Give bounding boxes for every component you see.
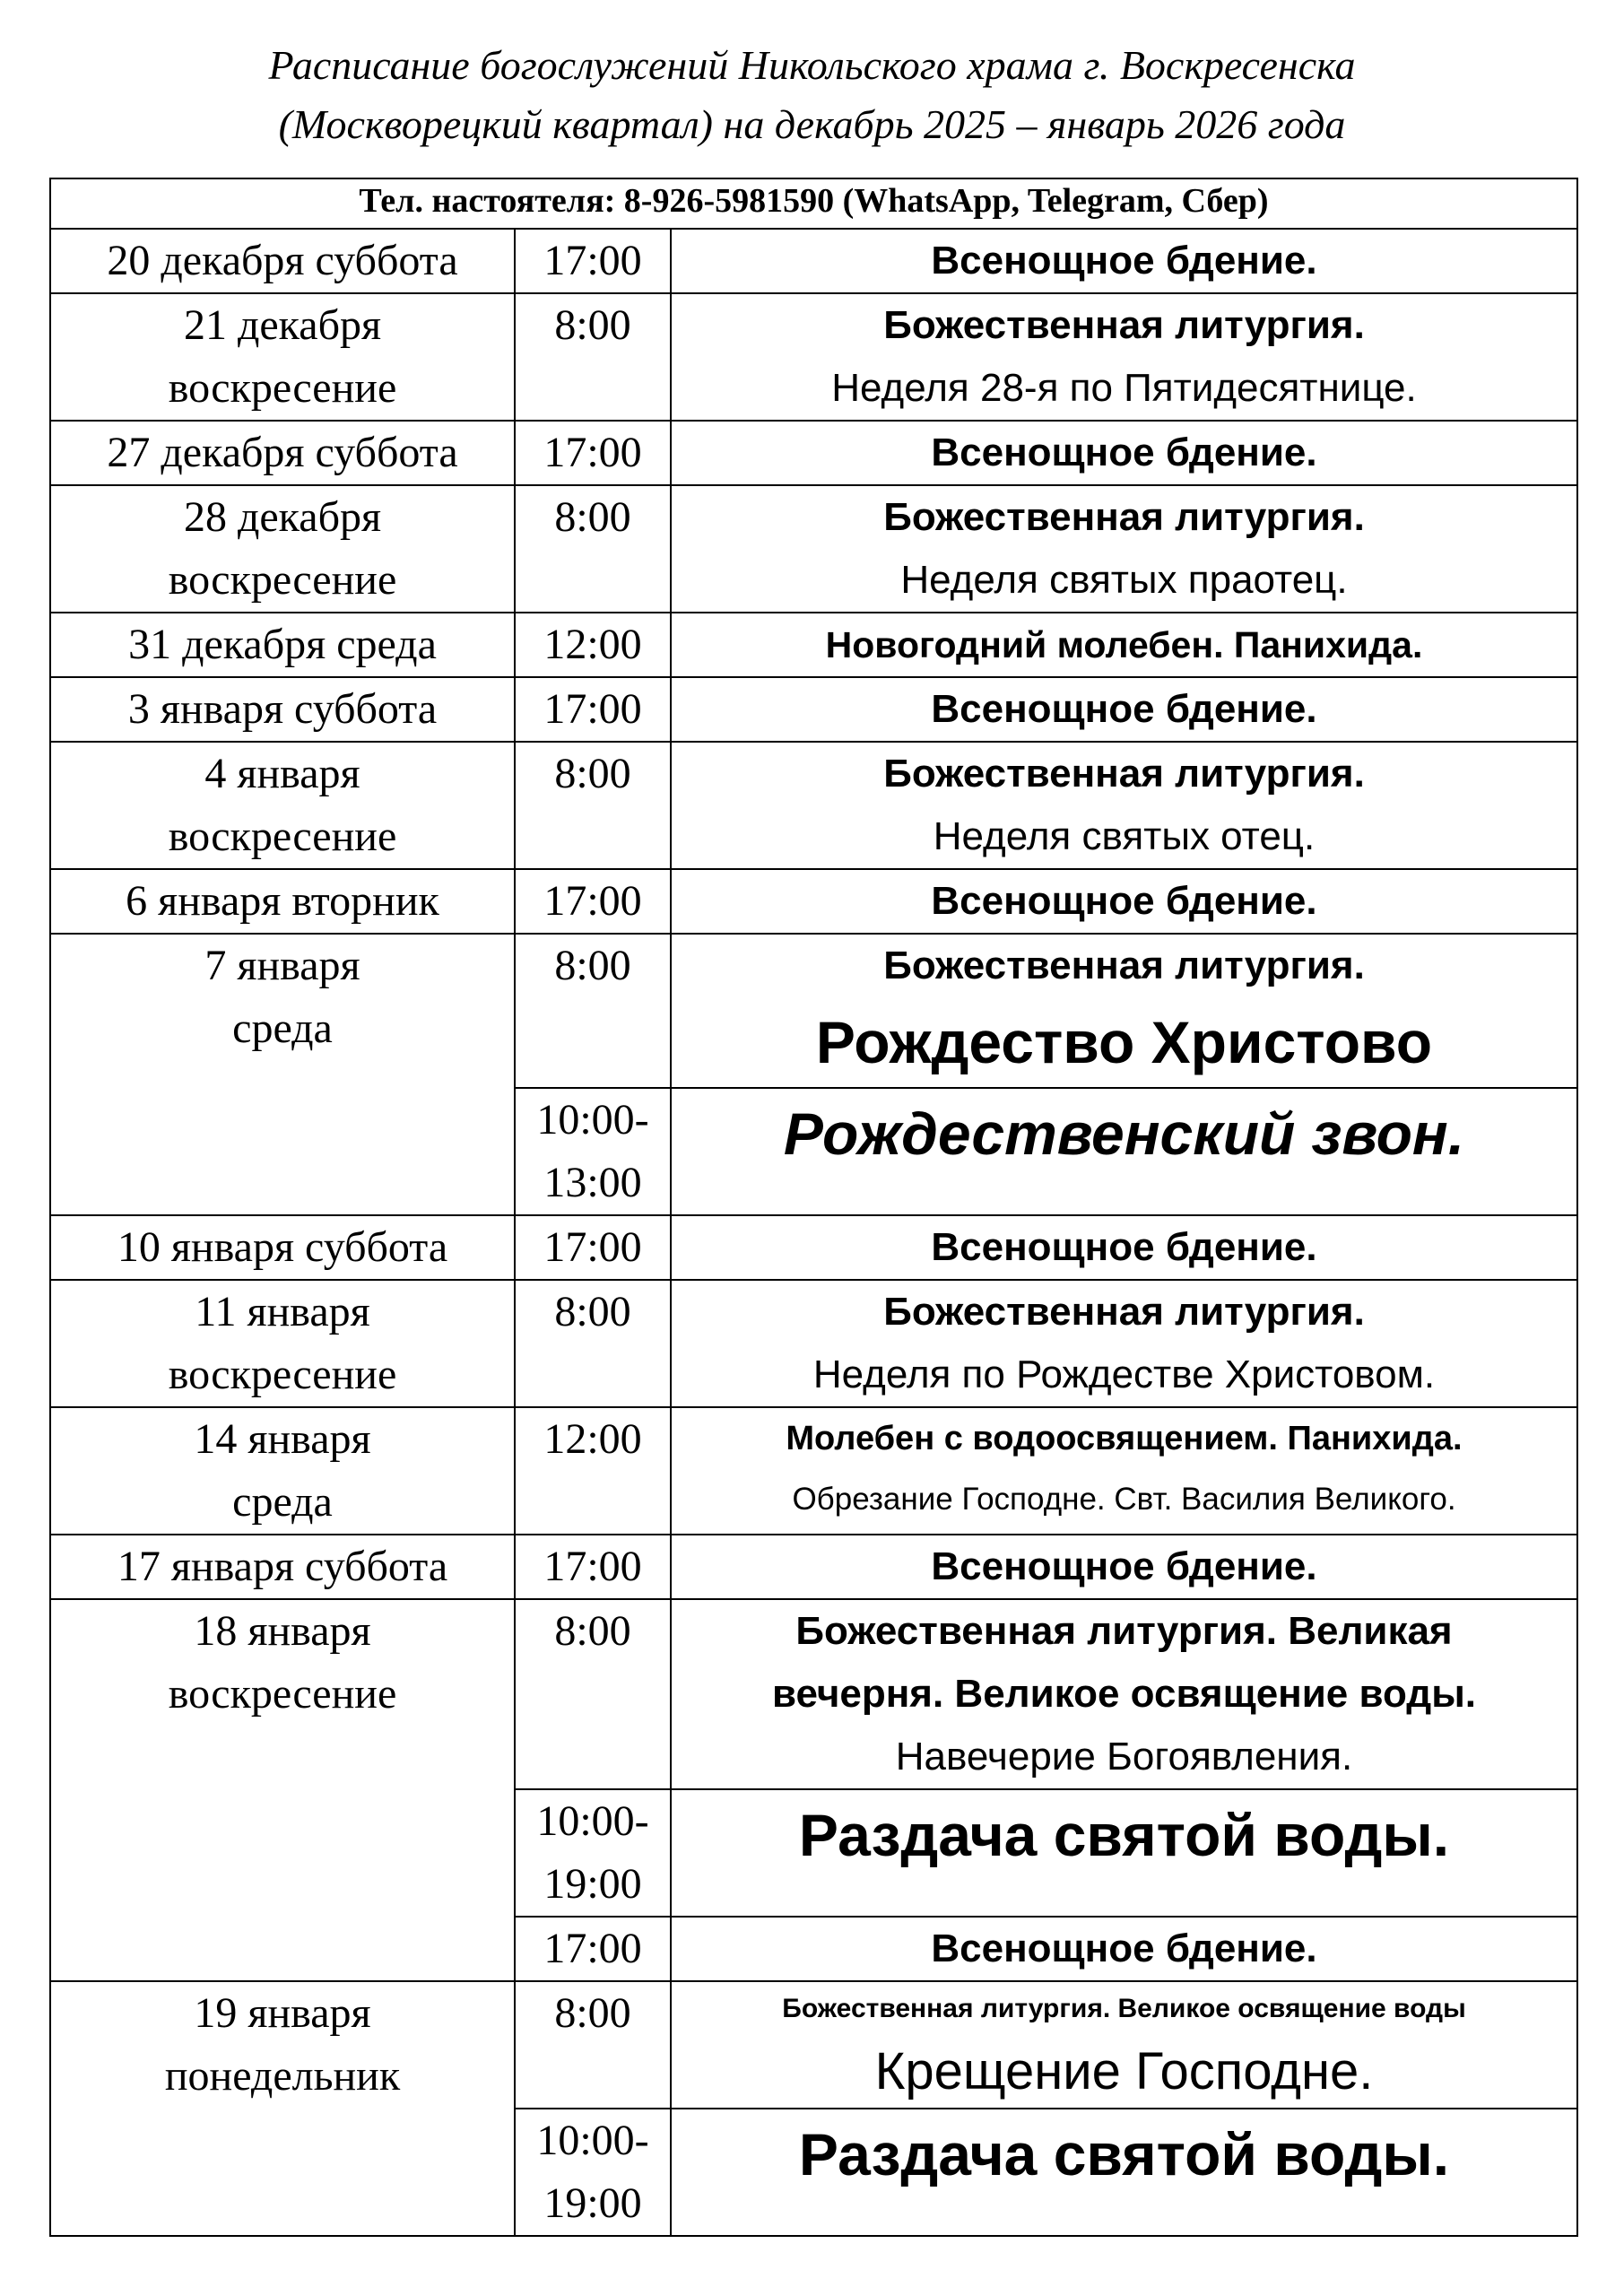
feast-name: Крещение Господне. — [874, 2042, 1374, 2100]
service-name: Божественная литургия. — [883, 944, 1365, 987]
date-cell — [50, 1599, 515, 1981]
service-cell — [671, 293, 1577, 421]
service-cell — [671, 1789, 1577, 1917]
service-cell — [671, 1215, 1577, 1280]
time-cell — [515, 1789, 671, 1917]
time-cell: 8:00 — [515, 1981, 671, 2109]
service-note: Обрезание Господне. Свт. Василия Великого. — [792, 1482, 1456, 1517]
phone-info: Тел. настоятеля: 8-926-5981590 (WhatsApp, Telegram, Сбер) — [50, 178, 1577, 229]
title-line-1: Расписание богослужений Никольского храма г. Воскресенска — [268, 42, 1356, 88]
service-name: Всенощное бдение. — [931, 239, 1317, 283]
service-note: Неделя святых отец. — [933, 814, 1316, 858]
service-cell — [671, 869, 1577, 934]
time-end: 19:00 — [543, 1860, 642, 1908]
service-cell — [671, 2109, 1577, 2236]
date-weekday: воскресение — [168, 364, 397, 412]
service-name: Божественная литургия. Великое освящение воды — [782, 1994, 1466, 2023]
time-end: 13:00 — [543, 1159, 642, 1206]
date-weekday: воскресение — [168, 556, 397, 604]
service-name: Новогодний молебен. Панихида. — [825, 624, 1423, 665]
date-cell: 31 декабря среда — [50, 613, 515, 677]
time-cell: 12:00 — [515, 613, 671, 677]
time-cell: 8:00 — [515, 485, 671, 613]
date-day: 4 января — [204, 750, 360, 797]
time-cell: 8:00 — [515, 1280, 671, 1407]
date-day: 21 декабря — [183, 301, 382, 349]
table-row — [50, 1280, 1577, 1407]
date-weekday: воскресение — [168, 1670, 397, 1718]
date-cell: 20 декабря суббота — [50, 229, 515, 293]
service-cell — [671, 421, 1577, 485]
service-cell — [671, 613, 1577, 677]
service-cell — [671, 485, 1577, 613]
date-cell — [50, 934, 515, 1215]
time-cell — [515, 1088, 671, 1215]
time-end: 19:00 — [543, 2179, 642, 2227]
date-cell — [50, 1981, 515, 2236]
phone-row — [50, 178, 1577, 229]
table-row — [50, 485, 1577, 613]
time-cell: 17:00 — [515, 1917, 671, 1981]
date-cell: 6 января вторник — [50, 869, 515, 934]
table-row — [50, 1535, 1577, 1599]
date-weekday: воскресение — [168, 813, 397, 860]
table-row — [50, 293, 1577, 421]
service-name: Всенощное бдение. — [931, 1544, 1317, 1588]
service-cell — [671, 1088, 1577, 1215]
service-note: Навечерие Богоявления. — [895, 1735, 1353, 1779]
time-cell: 17:00 — [515, 1535, 671, 1599]
table-row — [50, 1981, 1577, 2109]
service-cell — [671, 1599, 1577, 1789]
service-name: Божественная литургия. — [883, 1290, 1365, 1334]
service-cell — [671, 1917, 1577, 1981]
time-cell: 17:00 — [515, 869, 671, 934]
service-cell — [671, 677, 1577, 742]
date-cell: 10 января суббота — [50, 1215, 515, 1280]
service-name: Молебен с водоосвящением. Панихида. — [786, 1420, 1463, 1457]
service-cell — [671, 1535, 1577, 1599]
service-cell — [671, 934, 1577, 1088]
date-day: 11 января — [195, 1288, 370, 1335]
service-name: Всенощное бдение. — [931, 687, 1317, 731]
date-day: 14 января — [194, 1415, 371, 1463]
table-row — [50, 1407, 1577, 1535]
service-name: Всенощное бдение. — [931, 430, 1317, 474]
table-row — [50, 1599, 1577, 1789]
date-cell — [50, 1407, 515, 1535]
service-name: Божественная литургия. — [883, 303, 1365, 347]
time-cell: 17:00 — [515, 421, 671, 485]
time-cell: 8:00 — [515, 934, 671, 1088]
table-row — [50, 934, 1577, 1088]
date-day: 28 декабря — [183, 493, 382, 541]
table-row — [50, 677, 1577, 742]
service-note: Неделя святых праотец. — [900, 558, 1348, 602]
time-start: 10:00- — [536, 1096, 649, 1144]
date-cell — [50, 485, 515, 613]
service-name: Раздача святой воды. — [798, 2121, 1450, 2187]
service-cell — [671, 229, 1577, 293]
service-cell — [671, 742, 1577, 869]
service-note: Неделя 28-я по Пятидесятнице. — [831, 366, 1417, 410]
feast-name: Рождество Христово — [815, 1009, 1433, 1075]
page-title — [0, 36, 1624, 154]
service-name: Рождественский звон. — [783, 1100, 1465, 1167]
time-start: 10:00- — [536, 1797, 649, 1845]
service-note: Неделя по Рождестве Христовом. — [812, 1352, 1436, 1396]
time-cell: 8:00 — [515, 293, 671, 421]
title-line-2: (Москворецкий квартал) на декабрь 2025 – январь 2026 года — [278, 101, 1346, 147]
date-day: 18 января — [194, 1607, 371, 1655]
date-day: 19 января — [194, 1989, 371, 2037]
schedule-table — [49, 178, 1578, 2237]
service-cell — [671, 1280, 1577, 1407]
date-weekday: понедельник — [164, 2052, 401, 2100]
table-row — [50, 421, 1577, 485]
time-cell: 17:00 — [515, 229, 671, 293]
table-row — [50, 869, 1577, 934]
service-name-line-1: Божественная литургия. Великая — [795, 1609, 1453, 1653]
date-weekday: среда — [232, 1004, 333, 1052]
time-cell: 17:00 — [515, 1215, 671, 1280]
date-cell — [50, 742, 515, 869]
service-name: Божественная литургия. — [883, 752, 1365, 796]
service-cell — [671, 1407, 1577, 1535]
service-name: Всенощное бдение. — [931, 1225, 1317, 1269]
table-row — [50, 229, 1577, 293]
table-row — [50, 613, 1577, 677]
date-cell: 3 января суббота — [50, 677, 515, 742]
time-start: 10:00- — [536, 2117, 649, 2164]
service-name: Всенощное бдение. — [931, 879, 1317, 923]
date-cell — [50, 1280, 515, 1407]
service-cell — [671, 1981, 1577, 2109]
date-weekday: воскресение — [168, 1351, 397, 1398]
service-name: Раздача святой воды. — [798, 1802, 1450, 1868]
service-name: Божественная литургия. — [883, 495, 1365, 539]
time-cell: 8:00 — [515, 742, 671, 869]
time-cell — [515, 2109, 671, 2236]
service-name: Всенощное бдение. — [931, 1926, 1317, 1970]
date-weekday: среда — [232, 1478, 333, 1526]
date-cell: 17 января суббота — [50, 1535, 515, 1599]
date-day: 7 января — [204, 942, 360, 989]
time-cell: 17:00 — [515, 677, 671, 742]
time-cell: 8:00 — [515, 1599, 671, 1789]
service-name-line-2: вечерня. Великое освящение воды. — [771, 1672, 1477, 1716]
table-row — [50, 1215, 1577, 1280]
date-cell: 27 декабря суббота — [50, 421, 515, 485]
table-row — [50, 742, 1577, 869]
date-cell — [50, 293, 515, 421]
time-cell: 12:00 — [515, 1407, 671, 1535]
